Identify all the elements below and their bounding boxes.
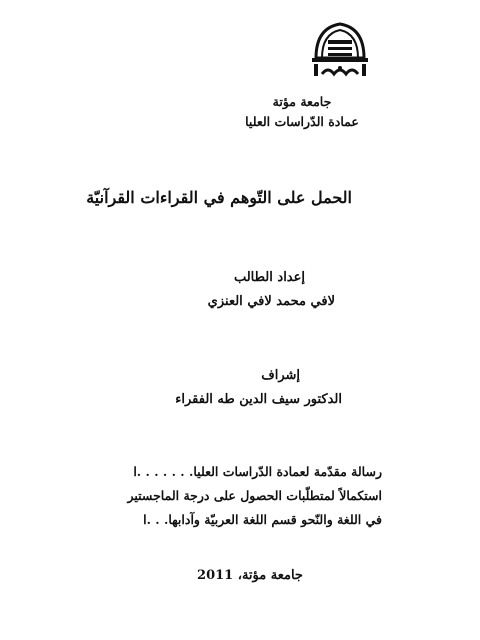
footer-place-year: جامعة مؤتة، 2011 [197, 568, 303, 583]
deanship-name: عمادة الدّراسات العليا [245, 114, 359, 129]
thesis-title: الحمل على التّوهم في القراءات القرآنيّة [86, 188, 352, 207]
statement-line-3: في اللغة والنّحو قسم اللغة العربيّة وآدابها. . .ا [143, 512, 382, 527]
supervisor-name: الدكتور سيف الدين طه الفقراء [175, 392, 342, 407]
statement-line-1: رسالة مقدّمة لعمادة الدّراسات العليا. . . . . . .ا [133, 464, 382, 479]
thesis-statement [62, 460, 382, 532]
statement-line-2: استكمالاً لمتطلّبات الحصول على درجة الماجستير [127, 488, 382, 503]
student-label: إعداد الطالب [233, 270, 305, 285]
student-name: لافي محمد لافي العنزي [207, 294, 335, 309]
university-logo-icon [308, 18, 372, 80]
supervisor-label: إشراف [261, 368, 300, 383]
university-name: جامعة مؤتة [272, 94, 332, 109]
university-header [202, 92, 402, 132]
